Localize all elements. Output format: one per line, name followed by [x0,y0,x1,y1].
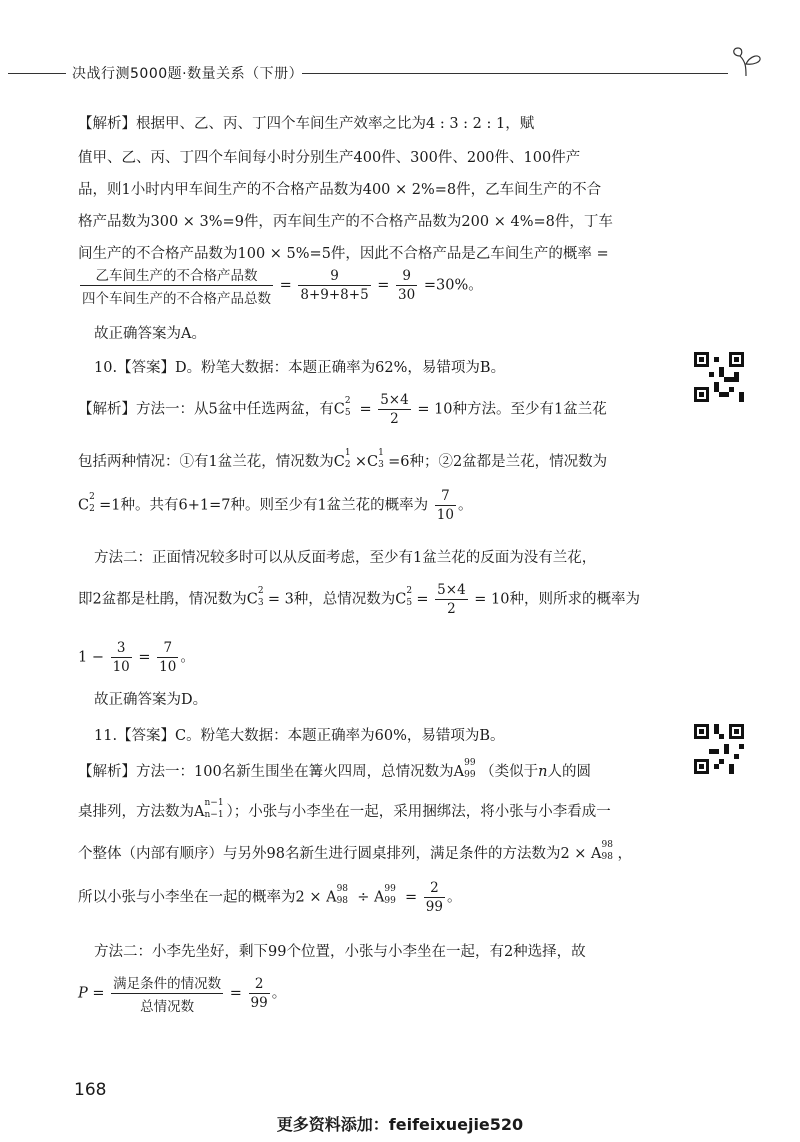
fraction: $\frac{5\times 4}{2}$ [437,582,466,617]
formula-line: P = $\frac{\text{满足条件的情况数}}{\text{总情况数}}$ = $\frac{2}{99}$ 。 [78,972,286,1015]
fraction: $\frac{9}{8+9+8+5}$ [300,268,369,303]
fraction: $\frac{\text{乙车间生产的不合格产品数}}{\text{四个车间生产的不合格产品总数}}$ [82,268,271,307]
text-line: 故正确答案为D。 [94,692,208,708]
text-line: 格产品数为300 × 3%=9件，丙车间生产的不合格产品数为200 × 4%=8件，丁车 [78,214,613,230]
formula-line: 所以小张与小李坐在一起的概率为2 × A 98 98 ÷ A 99 99 = $\frac{2}{99}$ 。 [78,880,462,915]
qr-code-icon[interactable] [694,352,744,402]
page-number: 168 [74,1080,107,1100]
fraction: $\frac{9}{30}$ [398,268,416,303]
fraction: $\frac{7}{10}$ [436,488,454,523]
text-line: 品，则1小时内甲车间生产的不合格产品数为400 × 2%=8件，乙车间生产的不合 [78,182,602,198]
header-title: 决战行测5000题·数量关系（下册） [72,66,304,82]
fraction: $\frac{\text{满足条件的情况数}}{\text{总情况数}}$ [113,976,222,1015]
running-header [0,60,800,88]
header-rule-right [302,73,728,74]
header-rule-left [8,73,66,74]
text-line: 【解析】根据甲、乙、丙、丁四个车间生产效率之比为4 : 3 : 2 : 1，赋 [78,116,535,132]
fraction: $\frac{3}{10}$ [112,640,130,675]
formula-line: 桌排列，方法数为A n−1 n−1 ）；小张与小李坐在一起，采用捆绑法，将小张与小李看成一 [78,798,611,820]
formula-line: 个整体（内部有顺序）与另外98名新生进行圆桌排列，满足条件的方法数为2 × A 98 98 ， [78,840,633,862]
text-line: 间生产的不合格产品数为100 × 5%=5件，因此不合格产品是乙车间生产的概率 = [78,246,609,262]
fraction: $\frac{2}{99}$ [425,880,443,915]
formula-line: 【解析】方法一：从5盆中任选两盆，有C 2 5 = $\frac{5\times 4}{2}$ = 10种方法。至少有1盆兰花 [78,392,607,427]
text-line: 方法二：小李先坐好，剩下99个位置，小张与小李坐在一起，有2种选择，故 [94,944,586,960]
text-line: 故正确答案为A。 [94,326,206,342]
formula-line: C 2 2 =1种。共有6+1=7种。则至少有1盆兰花的概率为 $\frac{7}{10}$ 。 [78,488,473,523]
qr-code-icon[interactable] [694,724,744,774]
fraction: $\frac{7}{10}$ [159,640,177,675]
fraction: $\frac{5\times 4}{2}$ [380,392,409,427]
formula-line: 1 − $\frac{3}{10}$ = $\frac{7}{10}$ 。 [78,640,195,675]
answer-line: 10.【答案】D。粉笔大数据：本题正确率为62%，易错项为B。 [94,360,506,376]
formula-line: $\frac{\text{乙车间生产的不合格产品数}}{\text{四个车间生产的不合格产品总数}}$ = $\frac{9}{8+9+8+5}$ = $\frac{9}{30}$ =30%。 [78,264,483,307]
text-line: 方法二：正面情况较多时可以从反面考虑，至少有1盆兰花的反面为没有兰花， [94,550,597,566]
formula-line: 包括两种情况：①有1盆兰花，情况数为C 1 2 ×C 1 3 =6种；②2盆都是兰花，情况数为 [78,448,608,470]
formula-line: 即2盆都是杜鹃，情况数为C 2 3 = 3种，总情况数为C 2 5 = $\frac{5\times 4}{2}$ = 10种，则所求的概率为 [78,582,640,617]
leaf-icon [728,46,764,80]
footer-note: 更多资料添加：feifeixuejie520 [276,1115,524,1134]
text-line: 值甲、乙、丙、丁四个车间每小时分别生产400件、300件、200件、100件产 [78,150,581,166]
answer-line: 11.【答案】C。粉笔大数据：本题正确率为60%，易错项为B。 [94,728,505,744]
formula-line: 【解析】方法一：100名新生围坐在篝火四周，总情况数为A 99 99 （类似于n人的圆 [78,758,591,780]
fraction: $\frac{2}{99}$ [250,976,268,1011]
